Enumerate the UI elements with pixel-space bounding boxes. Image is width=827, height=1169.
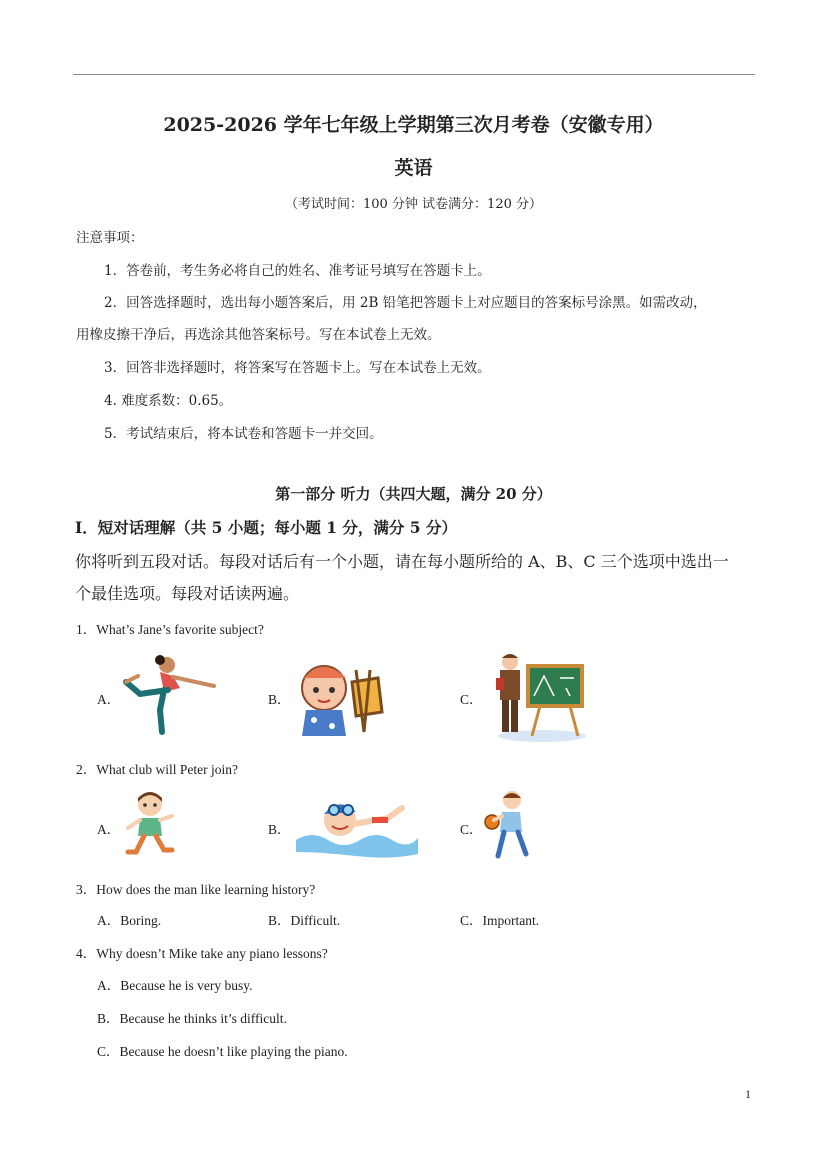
question-stem: 1．What’s Jane’s favorite subject? [76, 622, 264, 637]
yoga-pose-icon [118, 652, 218, 736]
option-text: C．Important. [460, 913, 540, 928]
option-label: B． [268, 822, 291, 837]
part-title: I．短对话理解（共 5 小题；每小题 1 分，满分 5 分） [75, 518, 457, 537]
option-text: A．Boring. [97, 913, 162, 928]
question-stem: 3．How does the man like learning history? [76, 882, 316, 897]
notice-item: 1．答卷前，考生务必将自己的姓名、准考证号填写在答题卡上。 [104, 263, 491, 279]
notice-item: 2．回答选择题时，选出每小题答案后，用 2B 铅笔把答题卡上对应题目的答案标号涂黑。如需改动， [104, 295, 707, 311]
option-text: B．Because he thinks it’s difficult. [97, 1011, 287, 1026]
section-title: 第一部分 听力（共四大题，满分 20 分） [275, 485, 552, 503]
notice-item: 5．考试结束后，将本试卷和答题卡一并交回。 [104, 426, 383, 442]
header-rule [73, 74, 755, 75]
exam-subject: 英语 [394, 157, 433, 179]
basketball-boy-icon [484, 788, 544, 862]
question-stem: 2．What club will Peter join? [76, 762, 238, 777]
page-number: 1 [745, 1087, 751, 1101]
exam-title: 2025-2026 学年七年级上学期第三次月考卷（安徽专用） [163, 114, 664, 136]
question-stem: 4．Why doesn’t Mike take any piano lessons? [76, 946, 328, 961]
painting-easel-icon [292, 652, 388, 738]
notice-item: 4. 难度系数：0.65。 [104, 393, 233, 409]
instruction: 个最佳选项。每段对话读两遍。 [75, 584, 300, 603]
option-label: B． [268, 692, 291, 707]
math-teacher-blackboard-icon [470, 648, 588, 744]
notice-label: 注意事项： [76, 230, 144, 246]
notice-item: 3．回答非选择题时，将答案写在答题卡上。写在本试卷上无效。 [104, 360, 491, 376]
option-text: C．Because he doesn’t like playing the piano. [97, 1044, 348, 1059]
option-label: C． [460, 692, 483, 707]
instruction: 你将听到五段对话。每段对话后有一个小题，请在每小题所给的 A、B、C 三个选项中选出一 [75, 552, 729, 571]
notice-item: 用橡皮擦干净后，再选涂其他答案标号。写在本试卷上无效。 [76, 327, 441, 343]
swimming-boy-icon [292, 790, 420, 860]
exam-meta: （考试时间：100 分钟 试卷满分：120 分） [284, 197, 543, 212]
option-label: A． [97, 692, 121, 707]
option-text: A．Because he is very busy. [97, 978, 253, 993]
running-boy-icon [120, 788, 180, 860]
option-label: C． [460, 822, 483, 837]
option-label: A． [97, 822, 121, 837]
option-text: B．Difficult. [268, 913, 341, 928]
